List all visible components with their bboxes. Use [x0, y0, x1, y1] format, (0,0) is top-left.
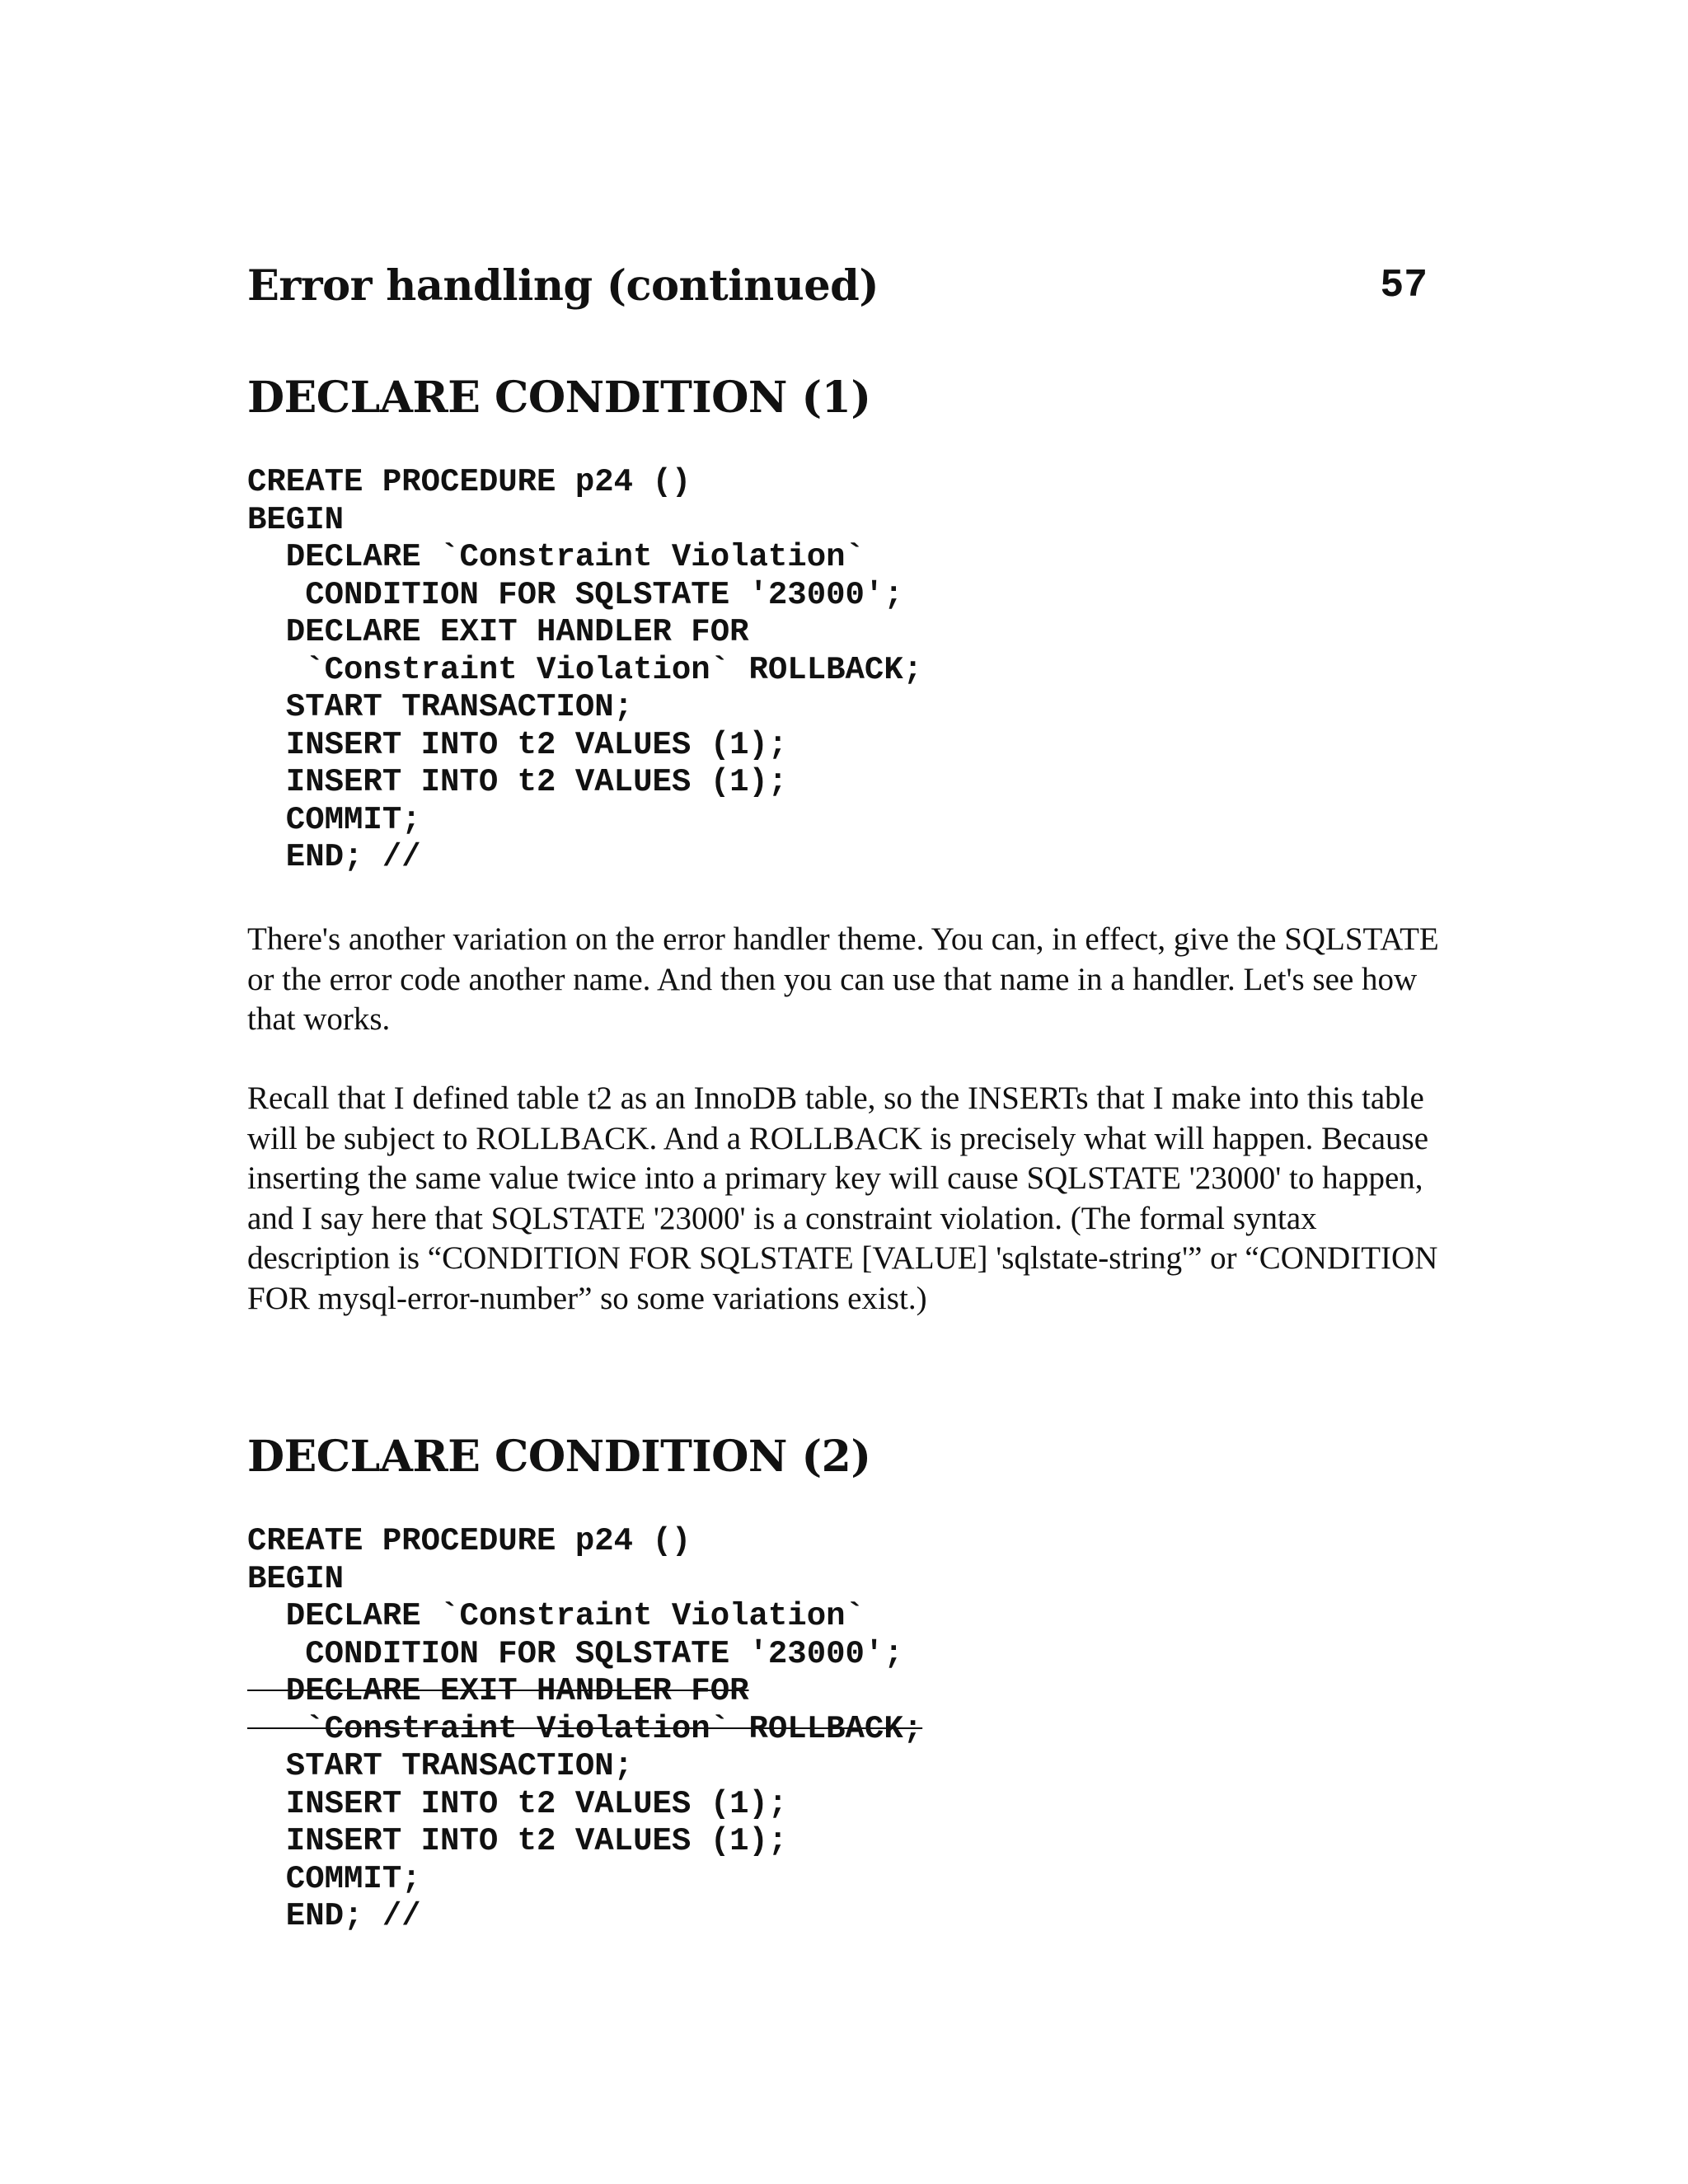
code-line: START TRANSACTION;: [247, 1748, 634, 1784]
code-block-2: [247, 1523, 922, 1936]
code-line: COMMIT;: [247, 1860, 421, 1897]
code-line: INSERT INTO t2 VALUES (1);: [247, 764, 788, 800]
code-line: CREATE PROCEDURE p24 (): [247, 1523, 692, 1559]
paragraph-condition-intro: There's another variation on the error handler theme. You can, in effect, give the SQLSTATE or the error code another name. And then you can use that name in a handler. Let's see how that works.: [247, 921, 1439, 1037]
page-number: 57: [1380, 264, 1428, 308]
section-heading-declare-condition-1: DECLARE CONDITION (1): [247, 373, 871, 423]
code-line: INSERT INTO t2 VALUES (1);: [247, 726, 788, 763]
code-line: CREATE PROCEDURE p24 (): [247, 464, 692, 500]
code-line: DECLARE `Constraint Violation`: [247, 539, 865, 575]
code-line: START TRANSACTION;: [247, 689, 634, 725]
page-header: [247, 257, 1428, 315]
code-line-struck: DECLARE EXIT HANDLER FOR: [247, 1673, 749, 1709]
code-line: END; //: [247, 1898, 421, 1934]
code-line: BEGIN: [247, 1560, 345, 1597]
page-title: Error handling (continued): [247, 261, 879, 311]
code-line: INSERT INTO t2 VALUES (1);: [247, 1823, 788, 1859]
code-line: END; //: [247, 839, 421, 875]
code-line: COMMIT;: [247, 801, 421, 838]
code-line: BEGIN: [247, 501, 345, 538]
code-line: `Constraint Violation` ROLLBACK;: [247, 651, 923, 688]
code-line: CONDITION FOR SQLSTATE '23000';: [247, 576, 903, 613]
code-block-1: [247, 464, 922, 877]
code-line-struck: `Constraint Violation` ROLLBACK;: [247, 1710, 923, 1747]
code-line: DECLARE `Constraint Violation`: [247, 1598, 865, 1634]
code-line: CONDITION FOR SQLSTATE '23000';: [247, 1635, 903, 1672]
code-line: DECLARE EXIT HANDLER FOR: [247, 614, 749, 650]
code-line: INSERT INTO t2 VALUES (1);: [247, 1785, 788, 1822]
paragraph-rollback-explanation: Recall that I defined table t2 as an InnoDB table, so the INSERTs that I make into this table will be subject to ROLLBACK. And a ROLLBACK is precisely what will happen. Because inserting the same value twice into a primary key will cause SQLSTATE '23000' to happen, and I say here that SQLSTATE '23000' is a constraint violation. (The formal syntax description is “CONDITION FOR SQLSTATE [VALUE] 'sqlstate-string'” or “CONDITION FOR mysql-error-number” so some variations exist.): [247, 1080, 1438, 1316]
section-heading-declare-condition-2: DECLARE CONDITION (2): [247, 1432, 871, 1482]
